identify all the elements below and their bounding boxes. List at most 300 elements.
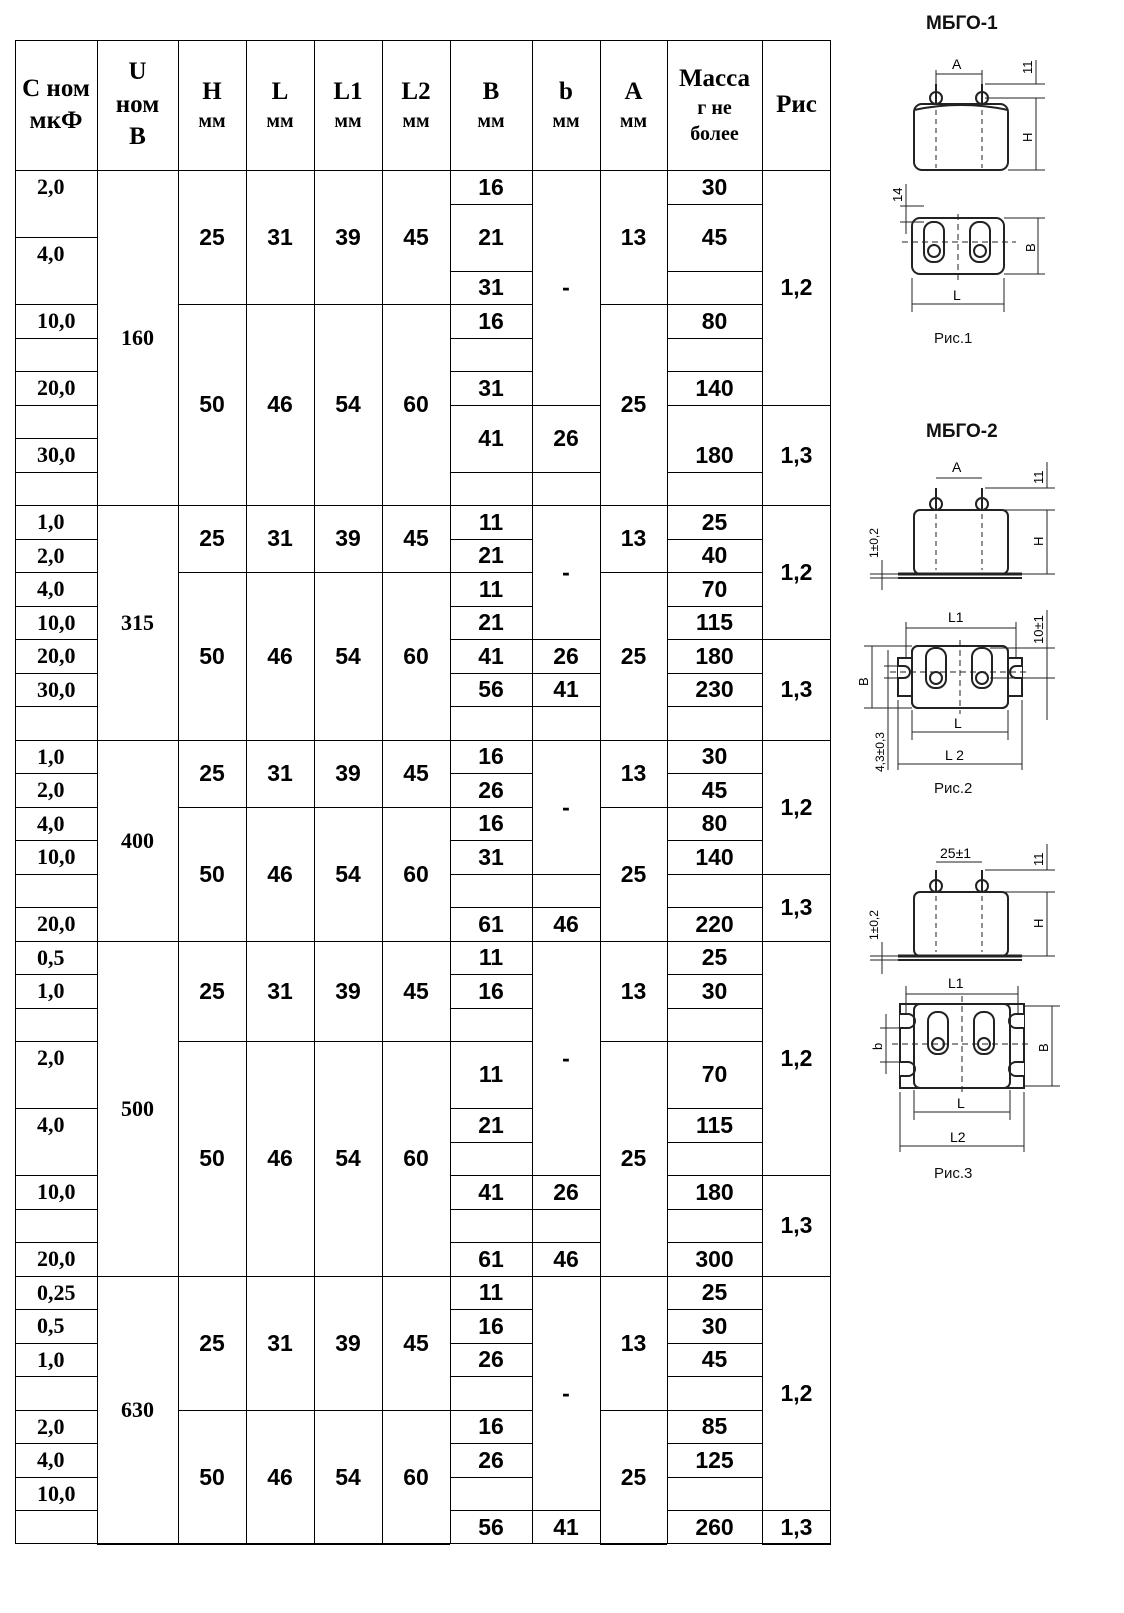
grid-line bbox=[450, 673, 532, 674]
grid-line bbox=[15, 572, 97, 573]
mass-cell: 115 bbox=[695, 609, 734, 635]
grid-line bbox=[667, 1410, 762, 1411]
figures-panel bbox=[840, 0, 1124, 1613]
grid-line bbox=[667, 1008, 762, 1009]
grid-line bbox=[532, 941, 600, 942]
grid-line bbox=[667, 1209, 762, 1210]
grid-line bbox=[15, 40, 831, 41]
grid-line bbox=[667, 1477, 762, 1478]
grid-line bbox=[667, 1276, 762, 1277]
mbgo1-dim-b: B bbox=[1023, 243, 1038, 252]
grid-line bbox=[97, 740, 178, 741]
grid-line bbox=[667, 974, 762, 975]
h-cell: 25 bbox=[199, 223, 225, 250]
grid-line bbox=[762, 1544, 831, 1545]
cap-cell: 2,0 bbox=[37, 777, 65, 802]
grid-line bbox=[600, 740, 667, 741]
voltage-cell: 630 bbox=[121, 1397, 154, 1422]
l2-cell: 60 bbox=[403, 391, 429, 417]
l-cell: 31 bbox=[267, 760, 293, 786]
header-b-line: мм bbox=[477, 110, 505, 133]
grid-line bbox=[246, 40, 247, 1544]
mass-cell: 30 bbox=[701, 173, 728, 200]
l1-cell: 54 bbox=[335, 1463, 361, 1490]
fig-ref-cell: 1,3 bbox=[780, 1513, 813, 1540]
fig2-caption: Рис.2 bbox=[934, 780, 973, 797]
grid-line bbox=[246, 807, 314, 808]
header-mass-line: более bbox=[690, 123, 739, 146]
l1-cell: 54 bbox=[335, 642, 361, 669]
width-b-cell: 11 bbox=[478, 1279, 504, 1305]
mbgo1-dim-h: H bbox=[1020, 132, 1035, 142]
grid-line bbox=[450, 840, 532, 841]
grid-line bbox=[762, 1510, 831, 1511]
h-cell: 25 bbox=[199, 1329, 225, 1356]
mbgo1-dim-l: L bbox=[953, 287, 961, 303]
grid-line bbox=[178, 505, 246, 506]
cap-cell: 4,0 bbox=[37, 1112, 65, 1137]
grid-line bbox=[600, 304, 667, 305]
mbgo2-dim-l1: L1 bbox=[948, 609, 964, 625]
fig-ref-cell: 1,3 bbox=[780, 1212, 813, 1238]
width-b-cell: 11 bbox=[478, 1061, 504, 1087]
header-l1 bbox=[314, 40, 382, 170]
cap-cell: 2,0 bbox=[37, 542, 65, 568]
cap-cell: 0,5 bbox=[37, 944, 65, 970]
capacitor-table bbox=[15, 40, 831, 1544]
grid-line bbox=[15, 505, 97, 506]
grid-line bbox=[450, 304, 532, 305]
grid-line bbox=[450, 907, 532, 908]
mass-cell: 230 bbox=[695, 676, 734, 702]
fig3-side-view bbox=[840, 838, 1124, 978]
grid-line bbox=[600, 941, 667, 942]
voltage-cell: 315 bbox=[121, 609, 154, 635]
width-b-cell: 21 bbox=[478, 609, 504, 635]
a-cell: 13 bbox=[620, 223, 647, 250]
header-u-line: ном bbox=[115, 90, 160, 118]
mass-cell: 85 bbox=[701, 1413, 728, 1439]
cap-cell: 2,0 bbox=[37, 1045, 65, 1070]
grid-line bbox=[450, 974, 532, 975]
grid-line bbox=[450, 1108, 532, 1109]
grid-line bbox=[97, 941, 178, 942]
grid-line bbox=[450, 1041, 532, 1042]
grid-line bbox=[314, 40, 315, 1544]
h-cell: 50 bbox=[199, 391, 225, 417]
grid-line bbox=[450, 1142, 532, 1143]
grid-line bbox=[15, 1443, 97, 1444]
grid-line bbox=[532, 1242, 600, 1243]
grid-line bbox=[15, 1477, 97, 1478]
grid-line bbox=[450, 941, 532, 942]
grid-line bbox=[667, 773, 762, 774]
h-cell: 25 bbox=[199, 760, 225, 786]
width-b-cell: 21 bbox=[478, 542, 504, 568]
width-b-cell: 56 bbox=[478, 676, 504, 702]
mbgo2-dim-b: B bbox=[856, 677, 871, 686]
grid-line bbox=[15, 673, 97, 674]
grid-line bbox=[15, 606, 97, 607]
grid-line bbox=[450, 706, 532, 707]
mbgo2-side-view bbox=[840, 450, 1124, 590]
grid-line bbox=[667, 271, 762, 272]
grid-line bbox=[314, 941, 382, 942]
header-a-line: A bbox=[624, 77, 643, 105]
grid-line bbox=[178, 40, 179, 1544]
fig3-caption: Рис.3 bbox=[934, 1165, 973, 1182]
grid-line bbox=[15, 1175, 97, 1176]
mass-cell: 30 bbox=[701, 743, 728, 769]
grid-line bbox=[667, 807, 762, 808]
mbgo2-dim-l: L bbox=[954, 715, 962, 731]
header-fig-line: Рис bbox=[776, 90, 817, 118]
mass-cell: 180 bbox=[695, 642, 734, 669]
header-h-line: Н bbox=[202, 77, 222, 105]
header-l-line: мм bbox=[266, 110, 294, 133]
mbgo2-title: МБГО-2 bbox=[926, 421, 998, 442]
grid-line bbox=[178, 1276, 246, 1277]
grid-line bbox=[450, 1209, 532, 1210]
grid-line bbox=[246, 740, 314, 741]
voltage-cell: 500 bbox=[121, 1095, 154, 1121]
header-u bbox=[97, 40, 178, 170]
a-cell: 13 bbox=[620, 977, 647, 1004]
width-b-cell: 31 bbox=[478, 374, 504, 401]
grid-line bbox=[246, 1410, 314, 1411]
grid-line bbox=[532, 673, 600, 674]
grid-line bbox=[667, 1309, 762, 1310]
header-l1-line: L1 bbox=[333, 77, 363, 105]
header-l1-line: мм bbox=[334, 110, 362, 133]
cap-cell: 1,0 bbox=[37, 978, 65, 1003]
voltage-cell: 400 bbox=[121, 827, 154, 853]
grid-line bbox=[532, 907, 600, 908]
mbgo1-dim-a: A bbox=[952, 56, 962, 72]
grid-line bbox=[382, 941, 450, 942]
header-b bbox=[450, 40, 532, 170]
grid-line bbox=[667, 204, 762, 205]
grid-line bbox=[178, 1410, 246, 1411]
header-a-line: мм bbox=[619, 110, 648, 133]
mbgo2-top-view bbox=[840, 600, 1124, 780]
a-cell: 13 bbox=[620, 760, 647, 786]
grid-line bbox=[450, 1276, 532, 1277]
a-cell: 13 bbox=[620, 1329, 647, 1356]
cap-cell: 1,0 bbox=[37, 1346, 65, 1372]
mass-cell: 140 bbox=[695, 374, 734, 401]
header-b-line: В bbox=[482, 77, 500, 105]
grid-line bbox=[667, 673, 762, 674]
grid-line bbox=[667, 472, 762, 473]
l1-cell: 39 bbox=[335, 977, 361, 1004]
grid-line bbox=[667, 706, 762, 707]
width-b-cell: 16 bbox=[478, 307, 504, 334]
header-u-line: U bbox=[128, 58, 147, 86]
grid-line bbox=[532, 1510, 600, 1511]
grid-line bbox=[15, 807, 97, 808]
grid-line bbox=[178, 304, 246, 305]
grid-line bbox=[15, 1108, 97, 1109]
grid-line bbox=[382, 572, 450, 573]
grid-line bbox=[314, 1276, 382, 1277]
h-cell: 25 bbox=[199, 525, 225, 551]
cap-cell: 20,0 bbox=[37, 911, 76, 936]
grid-line bbox=[450, 1477, 532, 1478]
header-mass bbox=[667, 40, 762, 170]
fig3-dim-bs: b bbox=[870, 1042, 885, 1050]
grid-line bbox=[667, 1242, 762, 1243]
grid-line bbox=[15, 1276, 97, 1277]
grid-line bbox=[762, 639, 831, 640]
grid-line bbox=[667, 1041, 762, 1042]
grid-line bbox=[314, 572, 382, 573]
cap-cell: 4,0 bbox=[37, 576, 65, 601]
grid-line bbox=[314, 1410, 382, 1411]
header-a bbox=[600, 40, 667, 170]
grid-line bbox=[382, 1410, 450, 1411]
grid-line bbox=[450, 740, 532, 741]
mbgo2-dim-t2: 10±1 bbox=[1031, 615, 1046, 644]
grid-line bbox=[15, 1309, 97, 1310]
a-cell: 25 bbox=[620, 1145, 647, 1171]
width-b-cell: 11 bbox=[478, 944, 504, 970]
mass-cell: 70 bbox=[701, 1061, 728, 1087]
grid-line bbox=[762, 1175, 831, 1176]
grid-line bbox=[450, 40, 451, 1544]
grid-line bbox=[667, 1443, 762, 1444]
mbgo1-dim-14: 14 bbox=[890, 187, 905, 202]
grid-line bbox=[15, 40, 16, 1544]
grid-line bbox=[532, 639, 600, 640]
width-b-cell: 26 bbox=[478, 1446, 504, 1473]
fig3-dim-base: 1±0,2 bbox=[867, 910, 881, 940]
header-l-line: L bbox=[271, 77, 289, 105]
header-bs-line: мм bbox=[552, 110, 580, 133]
grid-line bbox=[667, 572, 762, 573]
grid-line bbox=[450, 405, 532, 406]
width-b-cell: 16 bbox=[478, 1413, 504, 1439]
grid-line bbox=[762, 941, 831, 942]
l1-cell: 39 bbox=[335, 760, 361, 786]
width-b-cell: 26 bbox=[478, 1346, 504, 1372]
width-b-cell: 21 bbox=[478, 224, 504, 250]
grid-line bbox=[15, 1510, 97, 1511]
mass-cell: 115 bbox=[695, 1111, 734, 1138]
grid-line bbox=[600, 1410, 667, 1411]
grid-line bbox=[382, 40, 383, 1544]
width-b-cell: 26 bbox=[478, 776, 504, 803]
grid-line bbox=[667, 405, 762, 406]
grid-line bbox=[600, 1041, 667, 1042]
l2-cell: 60 bbox=[403, 642, 429, 669]
grid-line bbox=[314, 1544, 382, 1545]
width-b-cell: 11 bbox=[478, 508, 504, 535]
grid-line bbox=[450, 639, 532, 640]
l1-cell: 54 bbox=[335, 391, 361, 417]
slot-b-cell: - bbox=[562, 1379, 570, 1406]
mass-cell: 45 bbox=[701, 1346, 728, 1372]
l1-cell: 39 bbox=[335, 525, 361, 551]
grid-line bbox=[314, 505, 382, 506]
grid-line bbox=[762, 405, 831, 406]
a-cell: 25 bbox=[620, 391, 647, 417]
cap-cell: 10,0 bbox=[37, 844, 76, 869]
cap-cell: 10,0 bbox=[37, 1480, 76, 1506]
grid-line bbox=[532, 874, 600, 875]
grid-line bbox=[667, 1108, 762, 1109]
fig3-dim-t: 11 bbox=[1031, 852, 1046, 866]
l-cell: 31 bbox=[267, 223, 293, 250]
grid-line bbox=[246, 572, 314, 573]
fig-ref-cell: 1,3 bbox=[780, 441, 813, 468]
mass-cell: 30 bbox=[701, 1312, 728, 1339]
mass-cell: 260 bbox=[695, 1513, 734, 1540]
mbgo2-dim-h: H bbox=[1031, 536, 1046, 546]
mass-cell: 80 bbox=[701, 307, 728, 334]
grid-line bbox=[246, 1041, 314, 1042]
a-cell: 25 bbox=[620, 1463, 647, 1490]
grid-line bbox=[178, 1544, 246, 1545]
grid-line bbox=[15, 438, 97, 439]
l-cell: 46 bbox=[267, 1145, 293, 1171]
width-b-cell: 21 bbox=[478, 1111, 504, 1138]
fig3-dim-h: H bbox=[1031, 918, 1046, 928]
cap-cell: 2,0 bbox=[37, 174, 65, 199]
grid-line bbox=[450, 271, 532, 272]
grid-line bbox=[382, 740, 450, 741]
grid-line bbox=[667, 40, 668, 1544]
grid-line bbox=[532, 1276, 600, 1277]
l-cell: 46 bbox=[267, 1463, 293, 1490]
grid-line bbox=[532, 40, 533, 1544]
grid-line bbox=[600, 505, 667, 506]
fig1-caption: Рис.1 bbox=[934, 330, 973, 347]
header-mass-line: г не bbox=[697, 97, 732, 120]
grid-line bbox=[15, 639, 97, 640]
grid-line bbox=[15, 840, 97, 841]
grid-line bbox=[667, 539, 762, 540]
mass-cell: 45 bbox=[701, 224, 728, 250]
grid-line bbox=[667, 338, 762, 339]
width-b-cell: 41 bbox=[478, 425, 504, 451]
grid-line bbox=[15, 237, 97, 238]
a-cell: 13 bbox=[620, 525, 647, 551]
h-cell: 25 bbox=[199, 977, 225, 1004]
grid-line bbox=[246, 1276, 314, 1277]
fig3-top-view bbox=[840, 970, 1124, 1160]
header-l2-line: L2 bbox=[401, 77, 431, 105]
grid-line bbox=[178, 740, 246, 741]
grid-line bbox=[15, 706, 97, 707]
fig3-dim-l1: L1 bbox=[948, 975, 964, 991]
fig3-dim-a: 25±1 bbox=[940, 845, 972, 861]
cap-cell: 2,0 bbox=[37, 1413, 65, 1439]
grid-line bbox=[667, 371, 762, 372]
grid-line bbox=[15, 405, 97, 406]
l-cell: 46 bbox=[267, 860, 293, 887]
cap-cell: 4,0 bbox=[37, 241, 65, 266]
cap-cell: 0,5 bbox=[37, 1313, 65, 1338]
slot-b-cell: 26 bbox=[553, 1178, 579, 1205]
header-c-line: С ном bbox=[22, 74, 90, 102]
fig-ref-cell: 1,2 bbox=[780, 558, 813, 585]
cap-cell: 20,0 bbox=[37, 643, 76, 668]
l2-cell: 45 bbox=[403, 1329, 429, 1356]
grid-line bbox=[667, 505, 762, 506]
header-mass-line: Масса bbox=[678, 64, 751, 92]
slot-b-cell: 41 bbox=[553, 1513, 579, 1540]
grid-line bbox=[15, 304, 97, 305]
grid-line bbox=[450, 807, 532, 808]
grid-line bbox=[450, 1242, 532, 1243]
grid-line bbox=[15, 1242, 97, 1243]
cap-cell: 4,0 bbox=[37, 810, 65, 836]
grid-line bbox=[450, 505, 532, 506]
cap-cell: 1,0 bbox=[37, 509, 65, 534]
width-b-cell: 56 bbox=[478, 1513, 504, 1540]
header-h bbox=[178, 40, 246, 170]
fig3-dim-l: L bbox=[957, 1095, 965, 1111]
mass-cell: 25 bbox=[701, 508, 728, 535]
width-b-cell: 41 bbox=[478, 642, 504, 669]
mass-cell: 125 bbox=[695, 1446, 734, 1473]
grid-line bbox=[450, 1510, 532, 1511]
grid-line bbox=[762, 740, 831, 741]
a-cell: 25 bbox=[620, 642, 647, 669]
grid-line bbox=[15, 874, 97, 875]
mass-cell: 180 bbox=[695, 1178, 734, 1205]
l1-cell: 54 bbox=[335, 860, 361, 887]
grid-line bbox=[450, 1175, 532, 1176]
mass-cell: 40 bbox=[701, 542, 728, 568]
grid-line bbox=[762, 874, 831, 875]
grid-line bbox=[532, 505, 600, 506]
cap-cell: 20,0 bbox=[37, 375, 76, 400]
grid-line bbox=[15, 170, 831, 171]
mbgo2-dim-t: 11 bbox=[1031, 470, 1046, 484]
fig3-dim-b: B bbox=[1036, 1043, 1051, 1052]
width-b-cell: 31 bbox=[478, 274, 504, 300]
grid-line bbox=[667, 1376, 762, 1377]
l2-cell: 60 bbox=[403, 1463, 429, 1490]
slot-b-cell: 26 bbox=[553, 642, 579, 669]
mass-cell: 80 bbox=[701, 810, 728, 836]
cap-cell: 10,0 bbox=[37, 609, 76, 635]
width-b-cell: 16 bbox=[478, 743, 504, 769]
grid-line bbox=[450, 1443, 532, 1444]
grid-line bbox=[178, 807, 246, 808]
cap-cell: 20,0 bbox=[37, 1246, 76, 1271]
mass-cell: 30 bbox=[701, 977, 728, 1004]
grid-line bbox=[15, 773, 97, 774]
header-h-line: мм bbox=[198, 110, 226, 133]
grid-line bbox=[600, 40, 601, 1544]
grid-line bbox=[382, 304, 450, 305]
header-bs-line: b bbox=[559, 77, 573, 105]
mbgo1-title: МБГО-1 bbox=[926, 13, 998, 34]
header-u-line: В bbox=[129, 123, 146, 151]
mbgo2-dim-base: 1±0,2 bbox=[867, 528, 881, 558]
l-cell: 31 bbox=[267, 525, 293, 551]
cap-cell: 30,0 bbox=[37, 442, 76, 467]
fig-ref-cell: 1,3 bbox=[780, 894, 813, 920]
grid-line bbox=[450, 1343, 532, 1344]
grid-line bbox=[178, 1041, 246, 1042]
width-b-cell: 61 bbox=[478, 1245, 504, 1272]
grid-line bbox=[314, 740, 382, 741]
mbgo2-dim-a: A bbox=[952, 459, 962, 475]
